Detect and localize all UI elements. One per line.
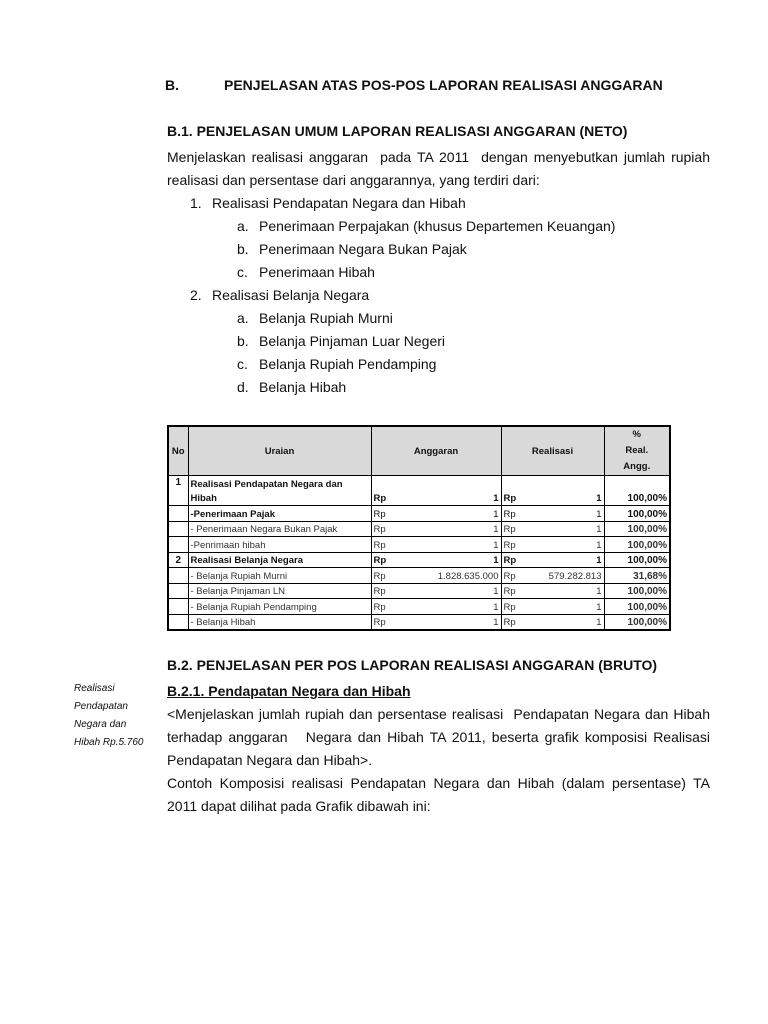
header-realisasi: Realisasi <box>501 426 604 476</box>
cell-anggaran-rp: Rp <box>371 521 401 537</box>
list-item-1 <box>190 192 466 215</box>
cell-no: 2 <box>168 552 188 568</box>
list-subitem <box>237 238 467 261</box>
cell-realisasi-rp: Rp <box>501 583 531 599</box>
list-letter: b. <box>237 241 249 257</box>
list-number: 2. <box>190 287 202 303</box>
list-subitem <box>237 353 436 376</box>
cell-anggaran <box>401 476 501 491</box>
list-sublabel: Penerimaan Negara Bukan Pajak <box>259 241 467 257</box>
cell-anggaran: 1.828.635.000 <box>401 568 501 584</box>
cell-realisasi: 1 <box>531 491 604 506</box>
cell-realisasi-rp: Rp <box>501 552 531 568</box>
cell-realisasi: 1 <box>531 552 604 568</box>
list-sublabel: Belanja Pinjaman Luar Negeri <box>259 333 445 349</box>
cell-anggaran-rp: Rp <box>371 599 401 615</box>
header-pct-line: Real. <box>625 445 649 456</box>
list-sublabel: Belanja Hibah <box>259 379 347 395</box>
cell-realisasi: 579.282.813 <box>531 568 604 584</box>
list-subitem <box>237 215 615 238</box>
list-item-2 <box>190 284 369 307</box>
list-subitem <box>237 376 346 399</box>
table-row <box>168 568 670 584</box>
cell-anggaran-rp: Rp <box>371 568 401 584</box>
cell-anggaran: 1 <box>401 521 501 537</box>
list-number: 1. <box>190 195 202 211</box>
cell-pct: 100,00% <box>604 521 670 537</box>
cell-pct: 100,00% <box>604 552 670 568</box>
section-title: PENJELASAN ATAS POS-POS LAPORAN REALISASI ANGGARAN <box>224 77 663 93</box>
paragraph-line: 2011 dapat dilihat pada Grafik dibawah ini: <box>167 798 431 814</box>
header-pct-line: Angg. <box>623 461 651 472</box>
b21-paragraph-1 <box>167 703 710 818</box>
cell-realisasi: 1 <box>531 583 604 599</box>
cell-realisasi: 1 <box>531 506 604 522</box>
cell-pct: 31,68% <box>604 568 670 584</box>
table-row <box>168 491 670 506</box>
cell-uraian: - Belanja Rupiah Murni <box>188 568 371 584</box>
margin-note <box>74 680 159 752</box>
cell-no <box>168 537 188 553</box>
cell-anggaran: 1 <box>401 537 501 553</box>
header-anggaran: Anggaran <box>371 426 501 476</box>
header-pct <box>604 426 670 476</box>
cell-anggaran-rp: Rp <box>371 491 401 506</box>
cell-anggaran: 1 <box>401 552 501 568</box>
section-letter: B. <box>165 77 179 93</box>
list-subitem <box>237 330 445 353</box>
cell-no <box>168 614 188 630</box>
cell-anggaran: 1 <box>401 599 501 615</box>
list-label: Realisasi Belanja Negara <box>212 287 370 303</box>
cell-pct: 100,00% <box>604 491 670 506</box>
list-letter: d. <box>237 379 249 395</box>
cell-uraian: -Penrimaan hibah <box>188 537 371 553</box>
cell-realisasi <box>531 476 604 491</box>
header-uraian: Uraian <box>188 426 371 476</box>
margin-note-line: Pendapatan <box>74 701 128 712</box>
cell-realisasi: 1 <box>531 599 604 615</box>
cell-no <box>168 568 188 584</box>
cell-realisasi: 1 <box>531 537 604 553</box>
cell-uraian: Realisasi Belanja Negara <box>188 552 371 568</box>
list-sublabel: Penerimaan Hibah <box>259 264 375 280</box>
cell-realisasi-rp: Rp <box>501 491 531 506</box>
cell-no: 1 <box>168 476 188 506</box>
table-header-row <box>168 426 670 476</box>
table-row <box>168 476 670 491</box>
b1-heading: B.1. PENJELASAN UMUM LAPORAN REALISASI ANGGARAN (NETO) <box>167 123 628 139</box>
cell-uraian: -Penerimaan Pajak <box>188 506 371 522</box>
cell-pct: 100,00% <box>604 614 670 630</box>
cell-no <box>168 583 188 599</box>
cell-pct: 100,00% <box>604 537 670 553</box>
cell-no <box>168 506 188 522</box>
header-pct-line: % <box>632 429 641 440</box>
list-letter: a. <box>237 218 249 234</box>
list-subitem <box>237 307 393 330</box>
table-row <box>168 552 670 568</box>
header-no: No <box>168 426 188 476</box>
cell-realisasi: 1 <box>531 614 604 630</box>
cell-pct: 100,00% <box>604 506 670 522</box>
cell-realisasi-rp <box>501 476 531 491</box>
cell-realisasi-rp: Rp <box>501 506 531 522</box>
cell-pct: 100,00% <box>604 599 670 615</box>
cell-uraian: - Belanja Rupiah Pendamping <box>188 599 371 615</box>
cell-anggaran-rp: Rp <box>371 614 401 630</box>
table-row <box>168 614 670 630</box>
cell-pct: 100,00% <box>604 583 670 599</box>
list-sublabel: Penerimaan Perpajakan (khusus Departemen Keuangan) <box>259 218 616 234</box>
margin-note-line: Negara dan <box>74 719 127 730</box>
list-letter: c. <box>237 264 248 280</box>
cell-realisasi-rp: Rp <box>501 599 531 615</box>
cell-uraian: - Penerimaan Negara Bukan Pajak <box>188 521 371 537</box>
margin-note-line: Realisasi <box>74 683 115 694</box>
cell-anggaran: 1 <box>401 491 501 506</box>
realisasi-table <box>167 425 671 631</box>
list-letter: c. <box>237 356 248 372</box>
cell-pct <box>604 476 670 491</box>
paragraph-line: <Menjelaskan jumlah rupiah dan persentase realisasi Pendapatan Negara dan Hibah <box>167 706 710 722</box>
cell-no <box>168 599 188 615</box>
cell-anggaran: 1 <box>401 583 501 599</box>
cell-realisasi-rp: Rp <box>501 614 531 630</box>
table-row <box>168 506 670 522</box>
cell-uraian: - Belanja Pinjaman LN <box>188 583 371 599</box>
table-row <box>168 537 670 553</box>
cell-anggaran-rp <box>371 476 401 491</box>
cell-anggaran-rp: Rp <box>371 537 401 553</box>
b1-intro-line: Menjelaskan realisasi anggaran pada TA 2011 dengan menyebutkan jumlah rupiah <box>167 149 710 165</box>
cell-realisasi: 1 <box>531 521 604 537</box>
margin-note-line: Hibah Rp.5.760 <box>74 737 144 748</box>
cell-uraian: Realisasi Pendapatan Negara dan <box>188 476 371 491</box>
list-letter: b. <box>237 333 249 349</box>
paragraph-line: Pendapatan Negara dan Hibah>. <box>167 752 373 768</box>
cell-anggaran-rp: Rp <box>371 552 401 568</box>
cell-no <box>168 521 188 537</box>
cell-uraian: - Belanja Hibah <box>188 614 371 630</box>
cell-realisasi-rp: Rp <box>501 521 531 537</box>
cell-realisasi-rp: Rp <box>501 537 531 553</box>
cell-anggaran-rp: Rp <box>371 583 401 599</box>
cell-anggaran: 1 <box>401 506 501 522</box>
list-label: Realisasi Pendapatan Negara dan Hibah <box>212 195 466 211</box>
table-row <box>168 521 670 537</box>
b1-intro-line: realisasi dan persentase dari anggarannya, yang terdiri dari: <box>167 172 540 188</box>
cell-realisasi-rp: Rp <box>501 568 531 584</box>
list-letter: a. <box>237 310 249 326</box>
list-sublabel: Belanja Rupiah Murni <box>259 310 393 326</box>
cell-anggaran-rp: Rp <box>371 506 401 522</box>
paragraph-line: terhadap anggaran Negara dan Hibah TA 2011, beserta grafik komposisi Realisasi <box>167 729 710 745</box>
cell-anggaran: 1 <box>401 614 501 630</box>
b21-subheading: B.2.1. Pendapatan Negara dan Hibah <box>167 683 411 699</box>
b2-heading: B.2. PENJELASAN PER POS LAPORAN REALISASI ANGGARAN (BRUTO) <box>167 657 658 673</box>
list-sublabel: Belanja Rupiah Pendamping <box>259 356 437 372</box>
cell-uraian: Hibah <box>188 491 371 506</box>
table-row <box>168 583 670 599</box>
table-row <box>168 599 670 615</box>
b1-intro <box>167 146 710 192</box>
list-subitem <box>237 261 375 284</box>
paragraph-line: Contoh Komposisi realisasi Pendapatan Negara dan Hibah (dalam persentase) TA <box>167 775 710 791</box>
